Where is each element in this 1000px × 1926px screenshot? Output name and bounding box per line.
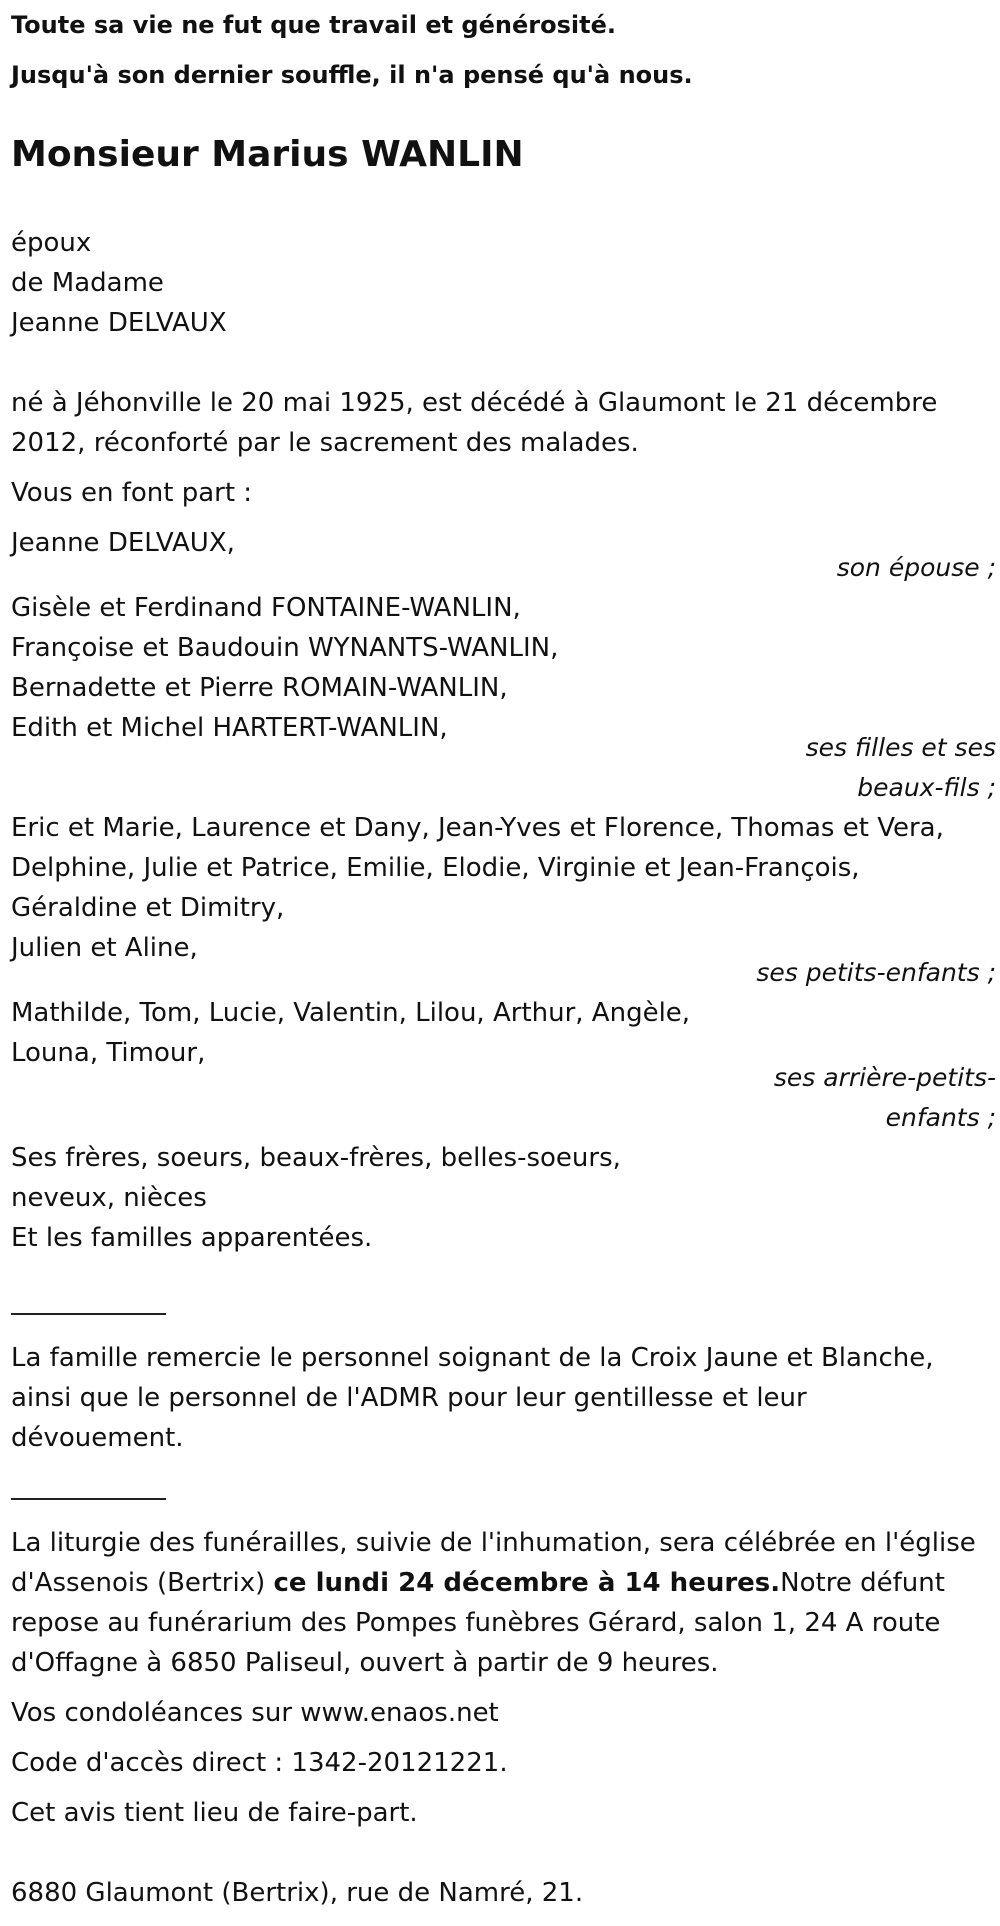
thanks-3: dévouement.	[11, 1423, 184, 1453]
spouse-intro-2: de Madame	[11, 268, 164, 298]
daughter-4: Edith et Michel HARTERT-WANLIN,	[11, 713, 448, 743]
great-grandchildren-2: Louna, Timour,	[11, 1038, 206, 1068]
wife-role: son épouse ;	[836, 553, 996, 582]
condolences: Vos condoléances sur www.enaos.net	[11, 1698, 499, 1728]
motto-line-2: Jusqu'à son dernier souffle, il n'a pensé qu'à nous.	[11, 61, 693, 89]
grandchildren-3: Géraldine et Dimitry,	[11, 893, 285, 923]
daughters-role-2: beaux-fils ;	[857, 773, 996, 802]
funeral-2	[11, 1563, 945, 1603]
birth-line-2: 2012, réconforté par le sacrement des malades.	[11, 428, 639, 458]
access-code: Code d'accès direct : 1342-20121221.	[11, 1748, 508, 1778]
grandchildren-2: Delphine, Julie et Patrice, Emilie, Elodie, Virginie et Jean-François,	[11, 853, 860, 883]
address: 6880 Glaumont (Bertrix), rue de Namré, 21.	[11, 1878, 584, 1908]
spouse-intro-1: époux	[11, 228, 92, 258]
spouse-intro-3: Jeanne DELVAUX	[11, 308, 227, 338]
separator-1	[11, 1313, 166, 1315]
motto-line-1: Toute sa vie ne fut que travail et générosité.	[11, 11, 616, 39]
great-grandchildren-role-2: enfants ;	[885, 1103, 996, 1132]
funeral-1: La liturgie des funérailles, suivie de l'inhumation, sera célébrée en l'église	[11, 1528, 976, 1558]
great-grandchildren-role-1: ses arrière-petits-	[773, 1063, 996, 1092]
funeral-2-pre: d'Assenois (Bertrix)	[11, 1568, 274, 1598]
funeral-date: ce lundi 24 décembre à 14 heures.	[273, 1568, 781, 1598]
relatives-3: Et les familles apparentées.	[11, 1223, 373, 1253]
birth-line-1: né à Jéhonville le 20 mai 1925, est décédé à Glaumont le 21 décembre	[11, 388, 938, 418]
daughter-1: Gisèle et Ferdinand FONTAINE-WANLIN,	[11, 593, 521, 623]
deceased-name: Monsieur Marius WANLIN	[11, 134, 524, 175]
grandchildren-1: Eric et Marie, Laurence et Dany, Jean-Yves et Florence, Thomas et Vera,	[11, 813, 944, 843]
daughter-2: Françoise et Baudouin WYNANTS-WANLIN,	[11, 633, 559, 663]
relatives-2: neveux, nièces	[11, 1183, 207, 1213]
wife-name: Jeanne DELVAUX,	[11, 528, 235, 558]
separator-2	[11, 1498, 166, 1500]
daughters-role-1: ses filles et ses	[805, 733, 996, 762]
relatives-1: Ses frères, soeurs, beaux-frères, belles-soeurs,	[11, 1143, 621, 1173]
grandchildren-role: ses petits-enfants ;	[756, 958, 996, 987]
daughter-3: Bernadette et Pierre ROMAIN-WANLIN,	[11, 673, 508, 703]
grandchildren-4: Julien et Aline,	[11, 933, 198, 963]
thanks-2: ainsi que le personnel de l'ADMR pour leur gentillesse et leur	[11, 1383, 807, 1413]
funeral-3: repose au funérarium des Pompes funèbres Gérard, salon 1, 24 A route	[11, 1608, 941, 1638]
funeral-4: d'Offagne à 6850 Paliseul, ouvert à partir de 9 heures.	[11, 1648, 719, 1678]
great-grandchildren-1: Mathilde, Tom, Lucie, Valentin, Lilou, Arthur, Angèle,	[11, 998, 691, 1028]
announce: Vous en font part :	[11, 478, 253, 508]
funeral-2-post: Notre défunt	[780, 1568, 945, 1598]
thanks-1: La famille remercie le personnel soignant de la Croix Jaune et Blanche,	[11, 1343, 934, 1373]
notice: Cet avis tient lieu de faire-part.	[11, 1798, 418, 1828]
